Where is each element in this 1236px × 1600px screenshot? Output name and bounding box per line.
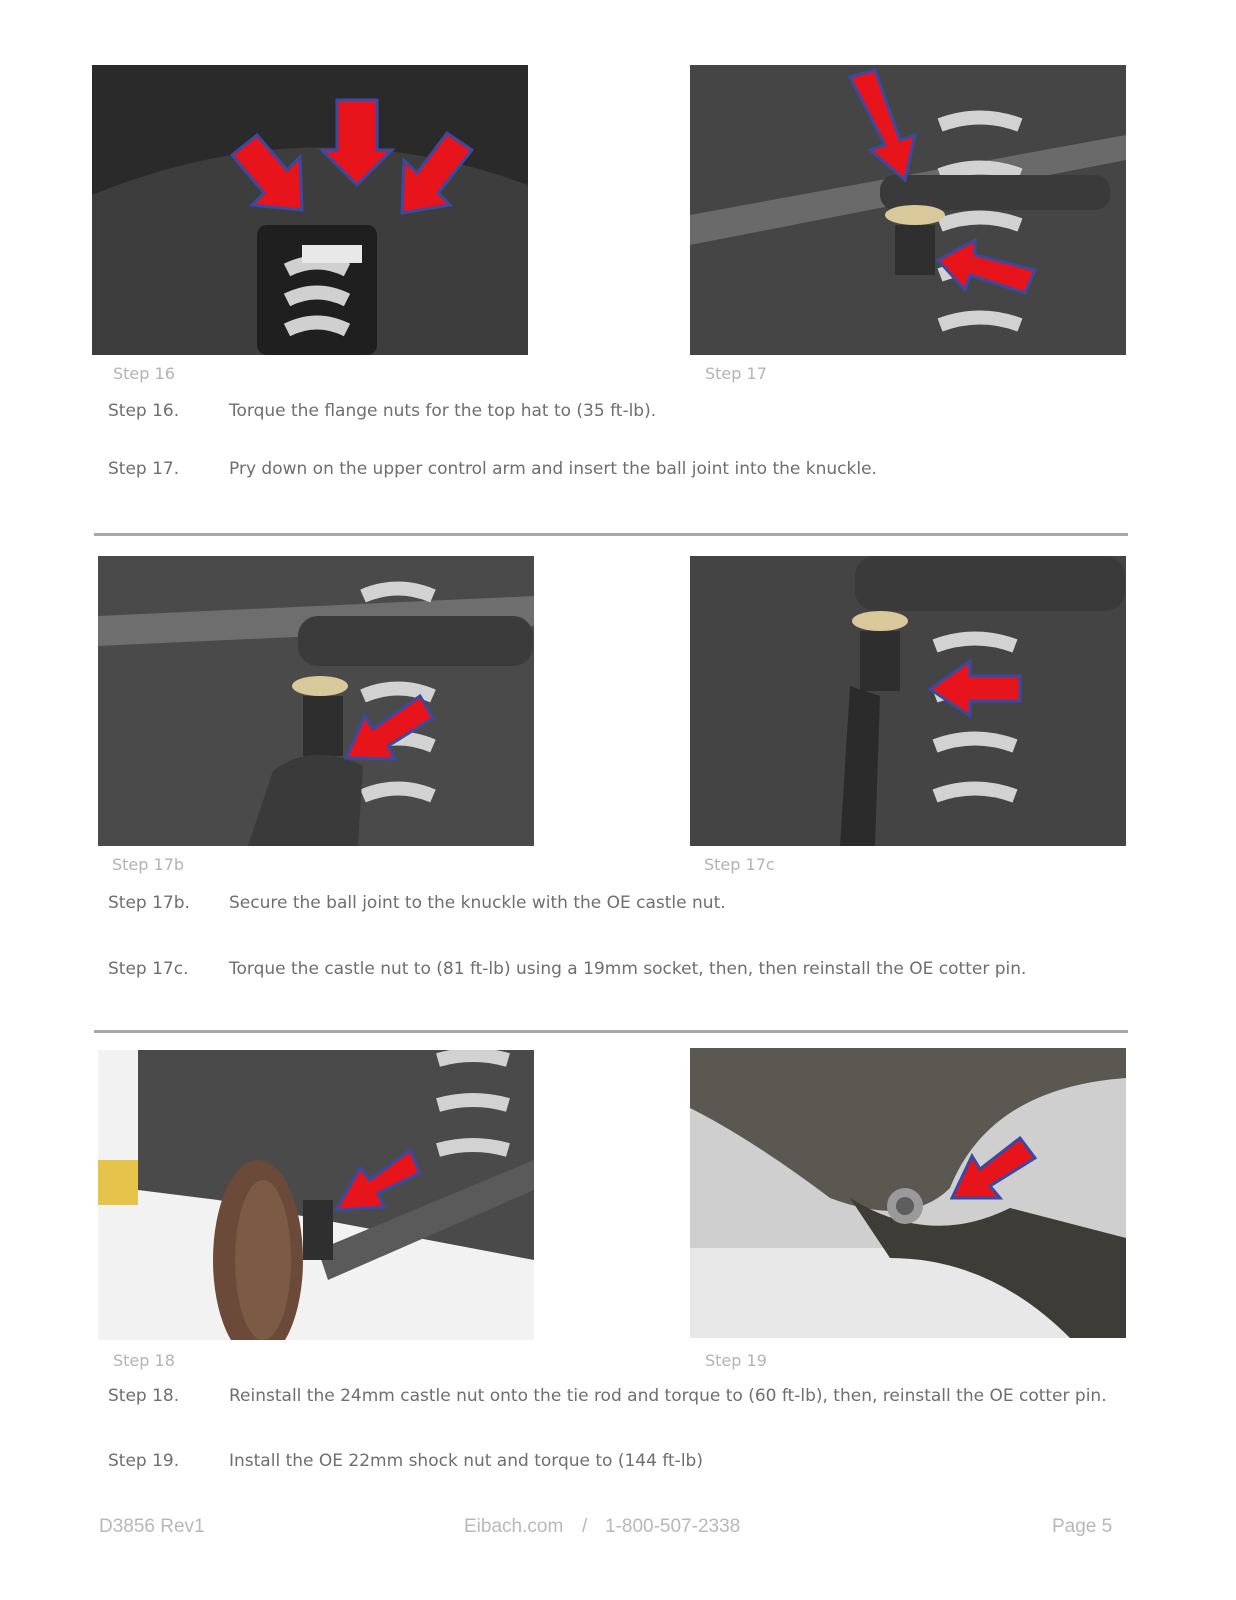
step-16-text: Torque the flange nuts for the top hat to (35 ft-lb). [229,401,657,421]
step-17c-label: Step 17c. [108,959,189,979]
step-17b-label: Step 17b. [108,893,190,913]
footer-page-number: Page 5 [1052,1516,1113,1537]
step-17c-text: Torque the castle nut to (81 ft-lb) using a 19mm socket, then, then reinstall the OE cotter pin. [229,959,1027,979]
step-17c-illustration [690,556,1126,846]
step-16-caption: Step 16 [113,364,175,383]
footer-doc-id: D3856 Rev1 [99,1516,205,1537]
step-16-label: Step 16. [108,401,180,421]
step-17c-caption: Step 17c [704,855,775,874]
step-18-label: Step 18. [108,1386,180,1406]
footer-website: Eibach.com [464,1516,564,1537]
step-16-photo [92,65,528,355]
footer-phone: 1-800-507-2338 [605,1516,741,1537]
step-17-text: Pry down on the upper control arm and insert the ball joint into the knuckle. [229,459,877,479]
step-19-illustration [690,1048,1126,1338]
step-16-illustration [92,65,528,355]
step-19-text: Install the OE 22mm shock nut and torque to (144 ft-lb) [229,1451,703,1471]
step-19-photo [690,1048,1126,1338]
step-18-photo [98,1050,534,1340]
step-17c-photo [690,556,1126,846]
step-19-caption: Step 19 [705,1351,767,1370]
section-divider-2 [94,1030,1128,1033]
step-17-photo [690,65,1126,355]
step-17b-illustration [98,556,534,846]
step-18-caption: Step 18 [113,1351,175,1370]
step-17b-caption: Step 17b [112,855,185,874]
step-17-caption: Step 17 [705,364,767,383]
step-17b-photo [98,556,534,846]
section-divider-1 [94,533,1128,536]
step-17-label: Step 17. [108,459,180,479]
step-17-illustration [690,65,1126,355]
step-18-illustration [98,1050,534,1340]
step-19-label: Step 19. [108,1451,180,1471]
step-18-text: Reinstall the 24mm castle nut onto the tie rod and torque to (60 ft-lb), then, reinstall the OE cotter pin. [229,1386,1107,1406]
step-17b-text: Secure the ball joint to the knuckle with the OE castle nut. [229,893,726,913]
footer-separator: / [582,1516,588,1537]
